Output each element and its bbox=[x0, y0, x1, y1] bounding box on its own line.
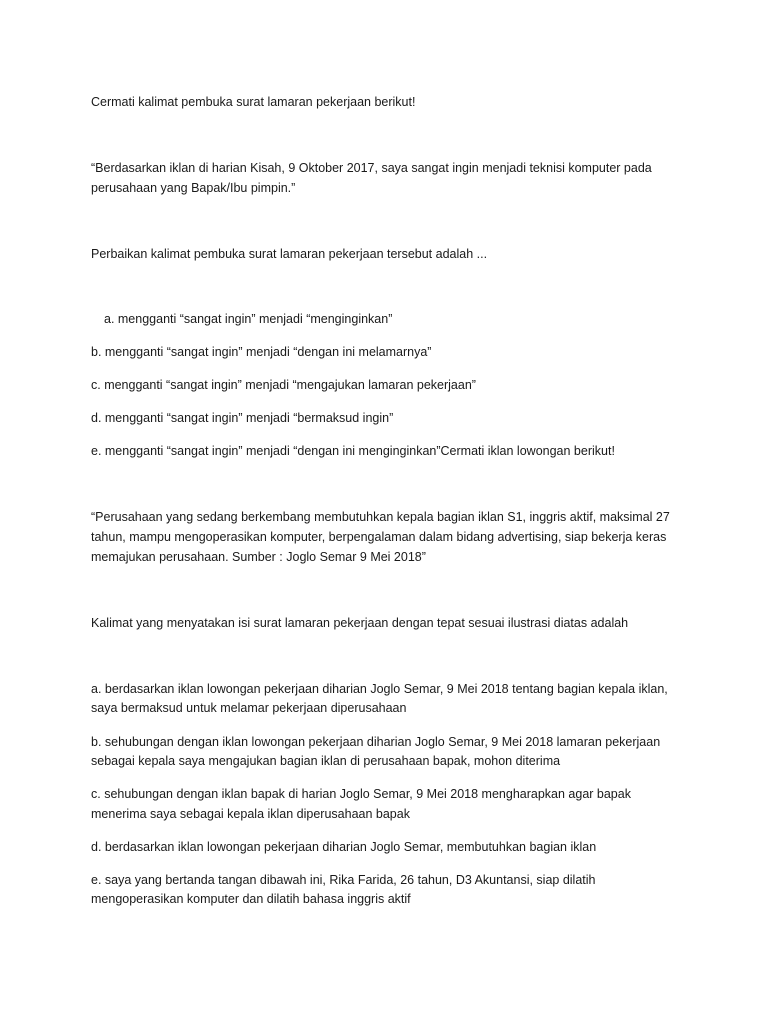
q2-option-a-line-2: saya bermaksud untuk melamar pekerjaan diperusahaan bbox=[91, 701, 407, 715]
q1-option-e: e. mengganti “sangat ingin” menjadi “dengan ini menginginkan”Cermati iklan lowongan berikut! bbox=[91, 444, 615, 458]
q2-option-e-line-2: mengoperasikan komputer dan dilatih bahasa inggris aktif bbox=[91, 892, 411, 906]
q1-question: Perbaikan kalimat pembuka surat lamaran pekerjaan tersebut adalah ... bbox=[91, 247, 488, 261]
q1-option-d: d. mengganti “sangat ingin” menjadi “bermaksud ingin” bbox=[91, 411, 394, 425]
q2-option-c-line-1: c. sehubungan dengan iklan bapak di harian Joglo Semar, 9 Mei 2018 mengharapkan agar bapak bbox=[91, 787, 631, 801]
q1-instruction: Cermati kalimat pembuka surat lamaran pekerjaan berikut! bbox=[91, 95, 416, 109]
q1-quote-line-1: “Berdasarkan iklan di harian Kisah, 9 Oktober 2017, saya sangat ingin menjadi teknisi komputer pada bbox=[91, 161, 652, 175]
q1-option-b: b. mengganti “sangat ingin” menjadi “dengan ini melamarnya” bbox=[91, 345, 432, 359]
q2-quote-line-1: “Perusahaan yang sedang berkembang membutuhkan kepala bagian iklan S1, inggris aktif, maksimal 27 bbox=[91, 510, 670, 524]
q1-quote-line-2: perusahaan yang Bapak/Ibu pimpin.” bbox=[91, 181, 296, 195]
q2-option-d: d. berdasarkan iklan lowongan pekerjaan diharian Joglo Semar, membutuhkan bagian iklan bbox=[91, 840, 597, 854]
q2-question: Kalimat yang menyatakan isi surat lamaran pekerjaan dengan tepat sesuai ilustrasi diatas adalah bbox=[91, 616, 629, 630]
q2-option-b-line-1: b. sehubungan dengan iklan lowongan pekerjaan diharian Joglo Semar, 9 Mei 2018 lamaran pekerjaan bbox=[91, 735, 661, 749]
q2-option-c-line-2: menerima saya sebagai kepala iklan diperusahaan bapak bbox=[91, 807, 410, 821]
q1-option-a: a. mengganti “sangat ingin” menjadi “menginginkan” bbox=[104, 312, 393, 326]
q2-option-a-line-1: a. berdasarkan iklan lowongan pekerjaan diharian Joglo Semar, 9 Mei 2018 tentang bagian kepala iklan, bbox=[91, 682, 668, 696]
q2-option-e-line-1: e. saya yang bertanda tangan dibawah ini, Rika Farida, 26 tahun, D3 Akuntansi, siap dilatih bbox=[91, 873, 596, 887]
q2-quote-line-2: tahun, mampu mengoperasikan komputer, berpengalaman dalam bidang advertising, siap bekerja keras bbox=[91, 530, 667, 544]
q1-option-c: c. mengganti “sangat ingin” menjadi “mengajukan lamaran pekerjaan” bbox=[91, 378, 476, 392]
q2-quote-line-3: memajukan perusahaan. Sumber : Joglo Semar 9 Mei 2018” bbox=[91, 550, 426, 564]
q2-option-b-line-2: sebagai kepala saya mengajukan bagian iklan di perusahaan bapak, mohon diterima bbox=[91, 754, 561, 768]
